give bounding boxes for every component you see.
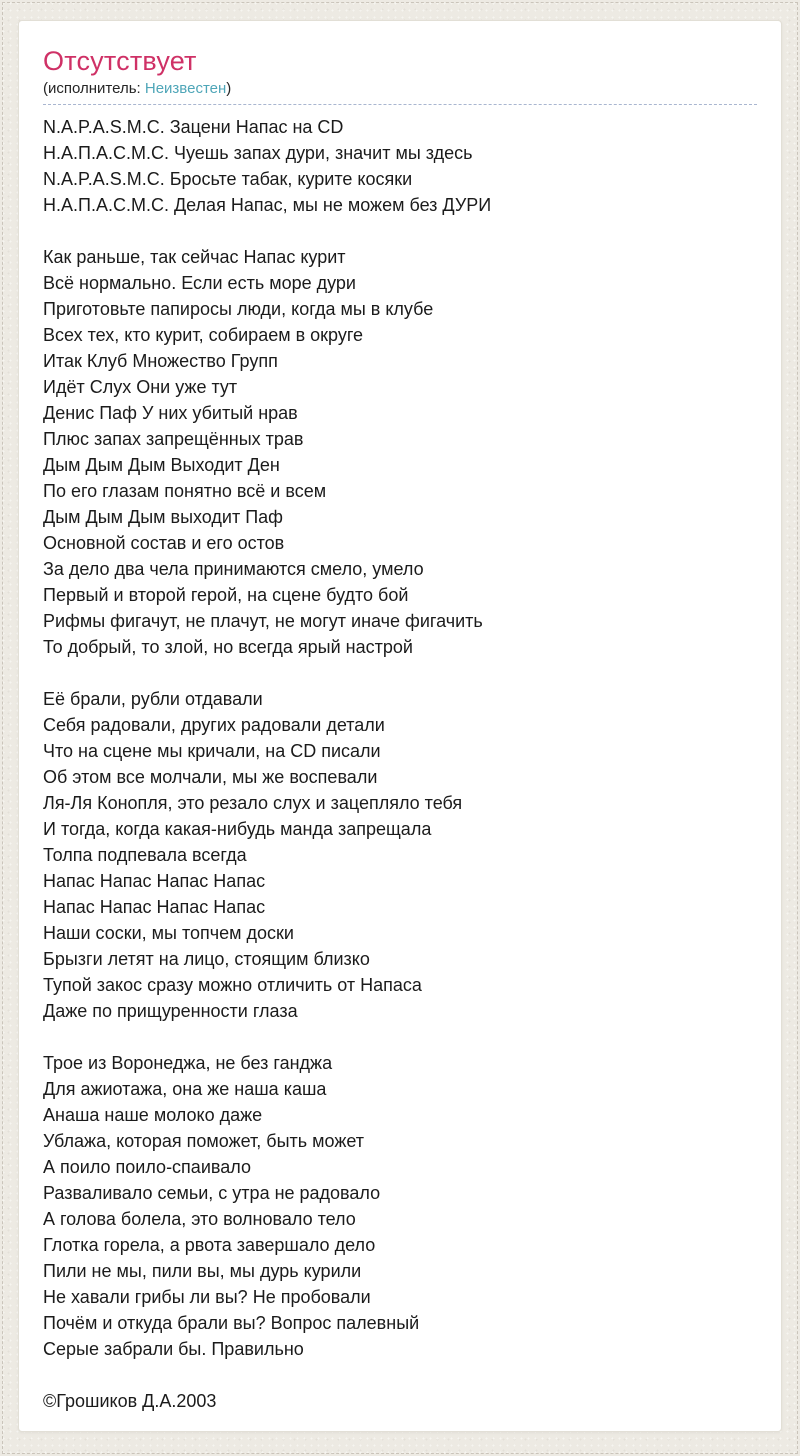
- lyric-line: Ля-Ля Конопля, это резало слух и зацепляло тебя: [43, 793, 463, 813]
- lyric-line: Для ажиотажа, она же наша каша: [43, 1079, 327, 1099]
- artist-link[interactable]: Неизвестен: [144, 80, 227, 97]
- lyric-line: Не хавали грибы ли вы? Не пробовали: [43, 1287, 371, 1307]
- lyrics-card: [18, 20, 782, 1432]
- lyric-line: N.A.P.A.S.M.C. Бросьте табак, курите косяки: [43, 169, 413, 189]
- lyric-line: Всё нормально. Если есть море дури: [43, 273, 356, 293]
- lyric-line: Как раньше, так сейчас Напас курит: [43, 247, 346, 267]
- lyric-line: Себя радовали, других радовали детали: [43, 715, 385, 735]
- stanza: [43, 114, 757, 218]
- lyric-line: За дело два чела принимаются смело, умело: [43, 559, 424, 579]
- lyric-line: По его глазам понятно всё и всем: [43, 481, 327, 501]
- lyric-line: Дым Дым Дым Выходит Ден: [43, 455, 280, 475]
- lyric-line: Основной состав и его остов: [43, 533, 285, 553]
- lyric-line: Плюс запах запрещённых трав: [43, 429, 304, 449]
- lyric-line: Что на сцене мы кричали, на CD писали: [43, 741, 381, 761]
- lyric-line: Приготовьте папиросы люди, когда мы в клубе: [43, 299, 434, 319]
- lyric-line: Денис Паф У них убитый нрав: [43, 403, 298, 423]
- lyric-line: Пили не мы, пили вы, мы дурь курили: [43, 1261, 362, 1281]
- stanza: [43, 244, 757, 660]
- lyric-line: Идёт Слух Они уже тут: [43, 377, 238, 397]
- lyric-line: Серые забрали бы. Правильно: [43, 1339, 304, 1359]
- lyric-line: И тогда, когда какая-нибудь манда запрещала: [43, 819, 432, 839]
- page-title: Отсутствует: [43, 46, 197, 76]
- lyric-line: Брызги летят на лицо, стоящим близко: [43, 949, 370, 969]
- lyric-line: Разваливало семьи, с утра не радовало: [43, 1183, 381, 1203]
- lyrics: [43, 114, 757, 1362]
- lyric-line: Анаша наше молоко даже: [43, 1105, 263, 1125]
- artist-label-suffix: ): [226, 80, 232, 97]
- lyric-line: Первый и второй герой, на сцене будто бой: [43, 585, 409, 605]
- artist-line: [43, 79, 757, 105]
- copyright: ©Грошиков Д.А.2003: [43, 1391, 217, 1411]
- lyric-line: Итак Клуб Множество Групп: [43, 351, 278, 371]
- lyric-line: Тупой закос сразу можно отличить от Напаса: [43, 975, 422, 995]
- lyric-line: То добрый, то злой, но всегда ярый настрой: [43, 637, 413, 657]
- lyric-line: Трое из Воронеджа, не без ганджа: [43, 1053, 333, 1073]
- stanza: [43, 1050, 757, 1362]
- artist-label-prefix: (исполнитель:: [43, 80, 145, 97]
- lyric-line: Напас Напас Напас Напас: [43, 897, 266, 917]
- lyric-line: Дым Дым Дым выходит Паф: [43, 507, 283, 527]
- lyric-line: А голова болела, это волновало тело: [43, 1209, 356, 1229]
- lyric-line: Глотка горела, а рвота завершало дело: [43, 1235, 376, 1255]
- lyric-line: Напас Напас Напас Напас: [43, 871, 266, 891]
- stanza: [43, 686, 757, 1024]
- lyric-line: А поило поило-спаивало: [43, 1157, 251, 1177]
- lyric-line: Наши соски, мы топчем доски: [43, 923, 294, 943]
- lyric-line: Н.А.П.А.С.М.С. Чуешь запах дури, значит мы здесь: [43, 143, 473, 163]
- lyric-line: Н.А.П.А.С.М.С. Делая Напас, мы не можем без ДУРИ: [43, 195, 492, 215]
- lyric-line: Даже по прищуренности глаза: [43, 1001, 298, 1021]
- lyric-line: Ублажа, которая поможет, быть может: [43, 1131, 365, 1151]
- lyric-line: Толпа подпевала всегда: [43, 845, 247, 865]
- lyric-line: Почём и откуда брали вы? Вопрос палевный: [43, 1313, 420, 1333]
- lyric-line: Её брали, рубли отдавали: [43, 689, 263, 709]
- lyric-line: Всех тех, кто курит, собираем в округе: [43, 325, 364, 345]
- lyric-line: Рифмы фигачут, не плачут, не могут иначе фигачить: [43, 611, 483, 631]
- lyric-line: N.A.P.A.S.M.C. Зацени Напас на CD: [43, 117, 344, 137]
- lyric-line: Об этом все молчали, мы же воспевали: [43, 767, 378, 787]
